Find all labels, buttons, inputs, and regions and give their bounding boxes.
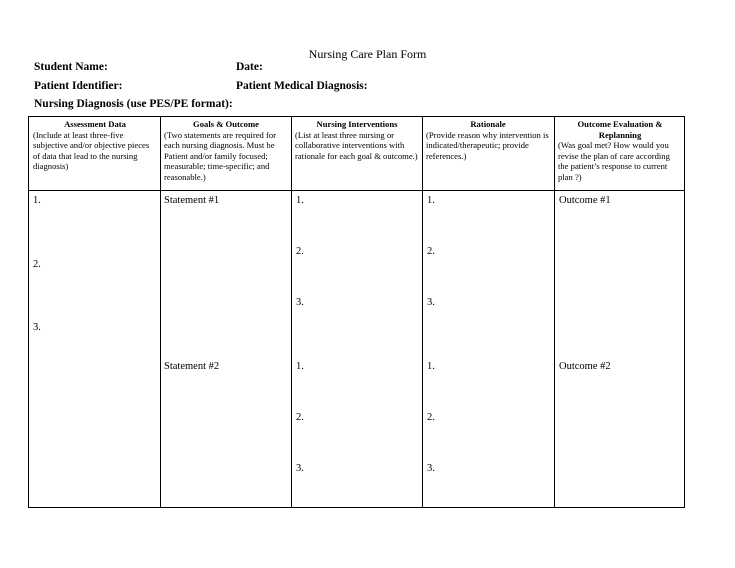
nursing-diagnosis-label: Nursing Diagnosis (use PES/PE format): (34, 98, 233, 110)
intervention-item: 3. (296, 297, 304, 308)
patient-identifier-label: Patient Identifier: (34, 80, 123, 92)
assessment-item: 3. (33, 322, 41, 333)
rationale-item: 1. (427, 361, 435, 372)
column-heading: Rationale (470, 119, 506, 129)
column-divider (160, 117, 161, 507)
rationale-item: 3. (427, 297, 435, 308)
rationale-item: 2. (427, 412, 435, 423)
column-description: (Two statements are required for each nursing diagnosis. Must be Patient and/or family focused; measurable; time-specific; and reasonable.) (164, 129, 277, 182)
column-divider (291, 117, 292, 507)
student-name-label: Student Name: (34, 61, 108, 73)
column-description: (List at least three nursing or collaborative interventions with rationale for each goal & outcome.) (295, 129, 418, 161)
outcome-1: Outcome #1 (559, 195, 611, 206)
form-title: Nursing Care Plan Form (308, 47, 427, 61)
column-heading: Nursing Interventions (316, 119, 398, 129)
intervention-item: 1. (296, 195, 304, 206)
column-header-interventions (295, 119, 419, 161)
outcome-2: Outcome #2 (559, 361, 611, 372)
column-heading: Assessment Data (64, 119, 126, 129)
assessment-item: 1. (33, 195, 41, 206)
column-description: (Was goal met? How would you revise the plan of care according the patient’s response to current plan ?) (558, 140, 670, 182)
intervention-item: 1. (296, 361, 304, 372)
column-divider (422, 117, 423, 507)
column-description: (Include at least three-five subjective and/or objective pieces of data that lead to the nursing diagnosis) (33, 129, 150, 171)
date-label: Date: (236, 61, 263, 73)
intervention-item: 2. (296, 246, 304, 257)
column-heading: Outcome Evaluation & Replanning (577, 119, 663, 140)
column-header-goals (164, 119, 288, 182)
header-divider (29, 190, 684, 191)
assessment-item: 2. (33, 259, 41, 270)
patient-medical-diagnosis-label: Patient Medical Diagnosis: (236, 80, 368, 92)
rationale-item: 3. (427, 463, 435, 474)
column-description: (Provide reason why intervention is indicated/therapeutic; provide references.) (426, 129, 549, 161)
column-heading: Goals & Outcome (193, 119, 259, 129)
column-divider (554, 117, 555, 507)
care-plan-table (28, 116, 685, 508)
column-header-outcome (558, 119, 682, 182)
intervention-item: 2. (296, 412, 304, 423)
rationale-item: 2. (427, 246, 435, 257)
intervention-item: 3. (296, 463, 304, 474)
statement-2: Statement #2 (164, 361, 220, 372)
column-header-rationale (426, 119, 550, 161)
statement-1: Statement #1 (164, 195, 220, 206)
column-header-assessment (33, 119, 157, 172)
rationale-item: 1. (427, 195, 435, 206)
